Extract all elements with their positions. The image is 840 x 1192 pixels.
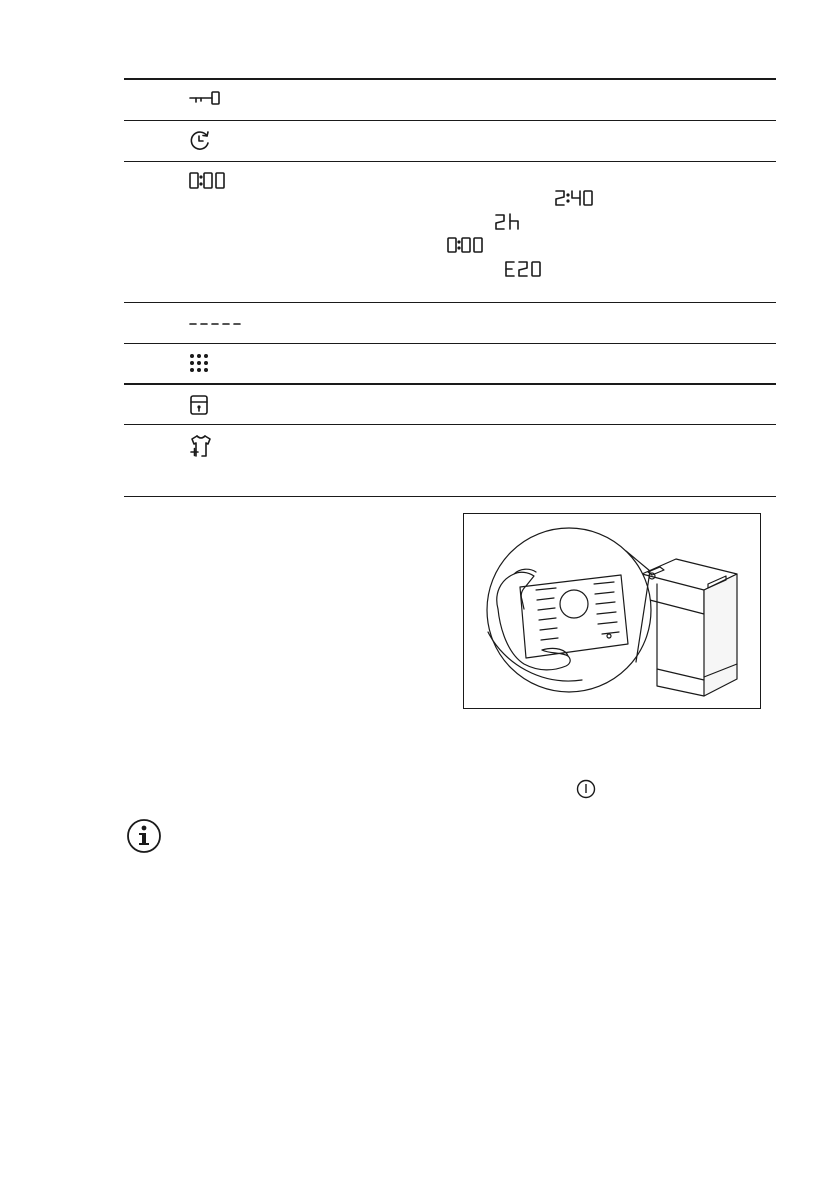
description-cell	[288, 424, 776, 496]
row-number-cell	[124, 302, 188, 343]
dot-grid-icon	[188, 353, 288, 373]
description-cell	[288, 343, 776, 384]
symbol-cell	[188, 302, 288, 343]
control-panel-card-illustration	[463, 513, 761, 709]
add-garment-icon	[188, 434, 288, 460]
table-row	[124, 302, 776, 343]
description-cell	[288, 79, 776, 120]
row-number-cell	[124, 120, 188, 161]
row-number-cell	[124, 343, 188, 384]
table-row	[124, 384, 776, 424]
row-number-cell	[124, 79, 188, 120]
table-row	[124, 424, 776, 496]
table-row	[124, 79, 776, 120]
symbol-cell	[188, 343, 288, 384]
table-row	[124, 120, 776, 161]
description-cell	[288, 302, 776, 343]
error-code-readout-icon	[504, 259, 546, 279]
description-cell	[288, 161, 776, 302]
symbol-cell	[188, 120, 288, 161]
description-cell	[288, 384, 776, 424]
time-display-icon	[188, 171, 288, 191]
description-cell	[288, 120, 776, 161]
information-icon	[126, 818, 162, 859]
table-row	[124, 161, 776, 302]
dashes-icon	[188, 312, 288, 332]
symbol-cell	[188, 384, 288, 424]
symbol-cell	[188, 424, 288, 496]
symbol-cell	[188, 79, 288, 120]
table-row	[124, 343, 776, 384]
zero-time-readout-icon	[446, 235, 488, 255]
delay-start-clock-icon	[188, 130, 288, 152]
power-button-icon	[576, 779, 596, 804]
row-number-cell	[124, 384, 188, 424]
symbol-cell	[188, 161, 288, 302]
door-lock-icon	[188, 394, 288, 416]
row-number-cell	[124, 424, 188, 496]
hours-readout-icon	[494, 212, 524, 232]
time-remaining-readout-icon	[554, 188, 596, 208]
page-footer-mark	[0, 1184, 120, 1192]
child-lock-key-icon	[188, 89, 288, 107]
row-number-cell	[124, 161, 188, 302]
display-symbols-table	[124, 78, 776, 497]
